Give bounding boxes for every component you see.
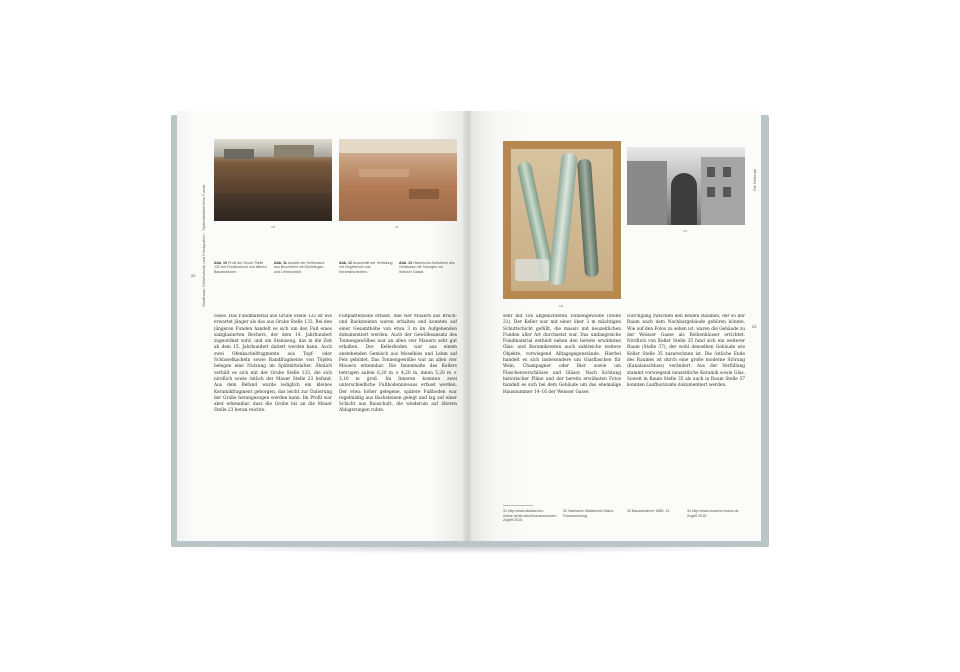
left-page xyxy=(177,111,465,541)
figure-caption: Abb. 13 Historische Aufnahme des Gebäudes mit Torbogen zur Weisser Gasse. xyxy=(399,261,455,274)
footnote: 33 Bauaufnahme 1885, 12. xyxy=(627,509,671,513)
figure-caption: Abb. 11 Ansicht der Kellerwand aus Bruchstein mit Mörtelfugen und Lehmschicht. xyxy=(274,261,325,274)
open-book xyxy=(171,111,769,548)
soil-profile-photo xyxy=(339,139,457,221)
excavation-photo xyxy=(214,139,332,221)
footnote-rule xyxy=(503,505,533,506)
footnote: 32 Nachweis Stadtarchiv Mainz, Fotosammlung. xyxy=(563,509,615,518)
right-page-number: 23 xyxy=(752,324,757,329)
footnote: 31 http://www.stadtarchiv-mainz.de/structure/hausnummern, Zugriff 2015. xyxy=(503,509,558,523)
footnote: 34 http://www.brauerei-mainz.de, Zugriff 2015. xyxy=(687,509,740,518)
body-text-column: Fußplattenzone erfasst. Alle vier Mauern aus Bruch- und Backsteinen waren erhalten und konnten auf einer Gesamthöhe von etwa 3 m im Aufgehenden dokumentiert werden. Auch der Gewölbeansatz des Tonnengewölbes war an allen vier Mauern sehr gut erhalten. Der Kellerboden war aus einem anstehenden Gemisch aus Moselkies und Lehm auf Fels gebildet. Das Tonnengewölbe war an allen vier Mauern erkennbar. Die Innenmaße des Kellers betrugen außen 6,20 m × 4,20 m, innen 5,20 m × 3,10 m groß. Im Inneren konnten zwei unterschiedliche Fußbodenniveaus erfasst werden. Der etwa höher gelegene, spätere Fußboden war regelmäßig aus Backsteinen gelegt und lag auf einer Schicht aus Bauschutt, die wiederum auf älteren Ablagerungen ruhte. xyxy=(339,314,457,414)
historic-street-photo xyxy=(627,147,745,225)
figure-caption: Abb. 12 Ausschnitt der Verfüllung mit Ziegelbruch und Keramikscherben. xyxy=(339,261,393,274)
right-page xyxy=(471,111,761,541)
figure-number: 13 xyxy=(683,229,687,233)
figure-number: 14 xyxy=(559,304,563,308)
figure-number: 11 xyxy=(395,225,399,229)
body-text-column: cesse. Das Fundmaterial aus Grube Stelle 132 ist wie erwartet jünger als das aus Grube Stelle 133. Bei den jüngeren Funden handelt es sich um den Fuß eines salzglasierten Bechers, der dem 14. Jahrhundert zugeordnet wird, und um Steinzeug, das in die Zeit ab dem 15. Jahrhundert datiert werden kann. Auch zwei Ofenkachelfragmente aus Topf- oder Schüsselkacheln sowie Randfragmente von Töpfen belegen eine Nutzung im Spätmittelalter. Ähnlich verhält es sich mit der Grube Stelle 133, die sich nördlich sowie östlich der Mauer Stelle 23 befand. Aus dem Befund wurde lediglich ein kleines Keramikfragment geborgen, das leicht zur Datierung der Grube herangezogen werden kann. Im Profil war aber erkennbar, dass die Grube bis an die Mauer Stelle 23 heran reichte. xyxy=(214,314,332,414)
body-text-column: Durchgang zwischen den beiden Räumen, der so der Raum nach dem Nachbargebäude gehören könnte. Wie auf den Fotos zu sehen ist, waren die Gebäude zu der Weisser Gasse als Reihenhäuser errichtet. Nördlich von Keller Stelle 35 fand sich ein weiterer Raum (Stelle 37), der wohl denselben Gebäude wie Keller Stelle 35 zuzurechnen ist. Die östliche Ende des Raumes ist durch eine große moderne Störung (Kanalanschluss) verändert. Aus der Verfüllung stammt vorwiegend neuzeitliche Keramik sowie Glas. Soweit in Raum Stelle 35 als auch in Raum Stelle 37 konnten Laufhorizonte dokumentiert werden. xyxy=(627,314,745,389)
figure-caption: Abb. 10 Profil der Grube Stelle 132 mit Fundhorizont und älteren Baustrukturen. xyxy=(214,261,267,274)
right-running-head: Die Befunde xyxy=(752,168,757,191)
left-running-head: Stadthaus, Kellerwände und Fundgruben · Spätmittelalterliche Funde xyxy=(201,184,206,307)
figure-number: 10 xyxy=(271,225,275,229)
body-text-column: sehr mit Ton abgedichteten Tonnengewölbe (Stelle 31). Der Keller war mit einer über 3 m mächtigen Schuttschicht gefüllt, die massiv mit neuzeitlichen Funden aller Art durchsetzt war. Das umfangreiche Fundmaterial enthielt neben den bereits erwähnten Glas- und Keramikresten auch zahlreiche weitere Objekte, vorwiegend Alltagsgegenstände. Hierbei handelt es sich insbesondere um Glasflaschen für Wein, Champagner oder Bier sowie um Flaschenverschlüsse und Gläser. Nach Sichtung historischer Pläne und der bereits erwähnten Fotos handelt es sich bei dem Gebäude um das ehemalige Hausnummer 14–16 der Weisser Gasse. xyxy=(503,314,621,395)
glass-bottles-photo xyxy=(503,141,621,299)
left-page-number: 22 xyxy=(191,273,196,278)
